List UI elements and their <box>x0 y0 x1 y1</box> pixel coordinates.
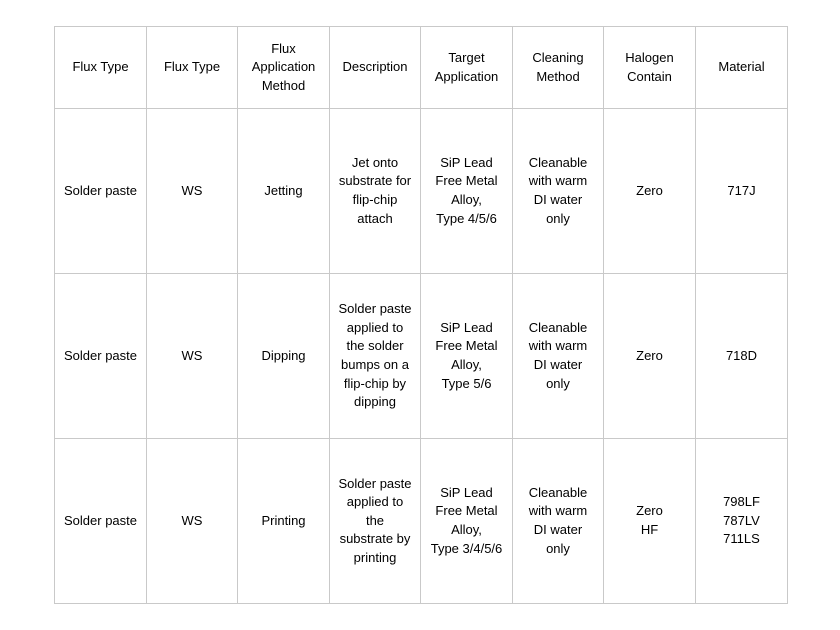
cell-description: Solder paste applied to the substrate by printing <box>330 439 421 604</box>
cell-flux-type-2: WS <box>147 439 238 604</box>
header-cell-halogen-contain: Halogen Contain <box>604 27 696 109</box>
cell-flux-type: Solder paste <box>55 109 147 274</box>
cell-material: 798LF 787LV 711LS <box>696 439 788 604</box>
table-row <box>55 274 788 439</box>
header-cell-cleaning-method: Cleaning Method <box>513 27 604 109</box>
cell-halogen-contain: Zero <box>604 109 696 274</box>
cell-target-application: SiP Lead Free Metal Alloy, Type 4/5/6 <box>421 109 513 274</box>
cell-flux-type: Solder paste <box>55 274 147 439</box>
cell-material: 718D <box>696 274 788 439</box>
table-row <box>55 109 788 274</box>
cell-cleaning-method: Cleanable with warm DI water only <box>513 274 604 439</box>
header-cell-target-application: Target Application <box>421 27 513 109</box>
cell-application-method: Jetting <box>238 109 330 274</box>
header-cell-flux-type-2: Flux Type <box>147 27 238 109</box>
header-cell-flux-type: Flux Type <box>55 27 147 109</box>
header-cell-description: Description <box>330 27 421 109</box>
header-cell-application-method: Flux Application Method <box>238 27 330 109</box>
cell-description: Solder paste applied to the solder bumps on a flip-chip by dipping <box>330 274 421 439</box>
flux-table <box>54 26 788 604</box>
cell-target-application: SiP Lead Free Metal Alloy, Type 3/4/5/6 <box>421 439 513 604</box>
cell-halogen-contain: Zero <box>604 274 696 439</box>
cell-cleaning-method: Cleanable with warm DI water only <box>513 109 604 274</box>
cell-flux-type: Solder paste <box>55 439 147 604</box>
cell-material: 717J <box>696 109 788 274</box>
table-row <box>55 439 788 604</box>
header-cell-material: Material <box>696 27 788 109</box>
cell-application-method: Printing <box>238 439 330 604</box>
cell-application-method: Dipping <box>238 274 330 439</box>
cell-target-application: SiP Lead Free Metal Alloy, Type 5/6 <box>421 274 513 439</box>
cell-cleaning-method: Cleanable with warm DI water only <box>513 439 604 604</box>
cell-halogen-contain: Zero HF <box>604 439 696 604</box>
cell-flux-type-2: WS <box>147 274 238 439</box>
header-row <box>55 27 788 109</box>
cell-description: Jet onto substrate for flip-chip attach <box>330 109 421 274</box>
cell-flux-type-2: WS <box>147 109 238 274</box>
